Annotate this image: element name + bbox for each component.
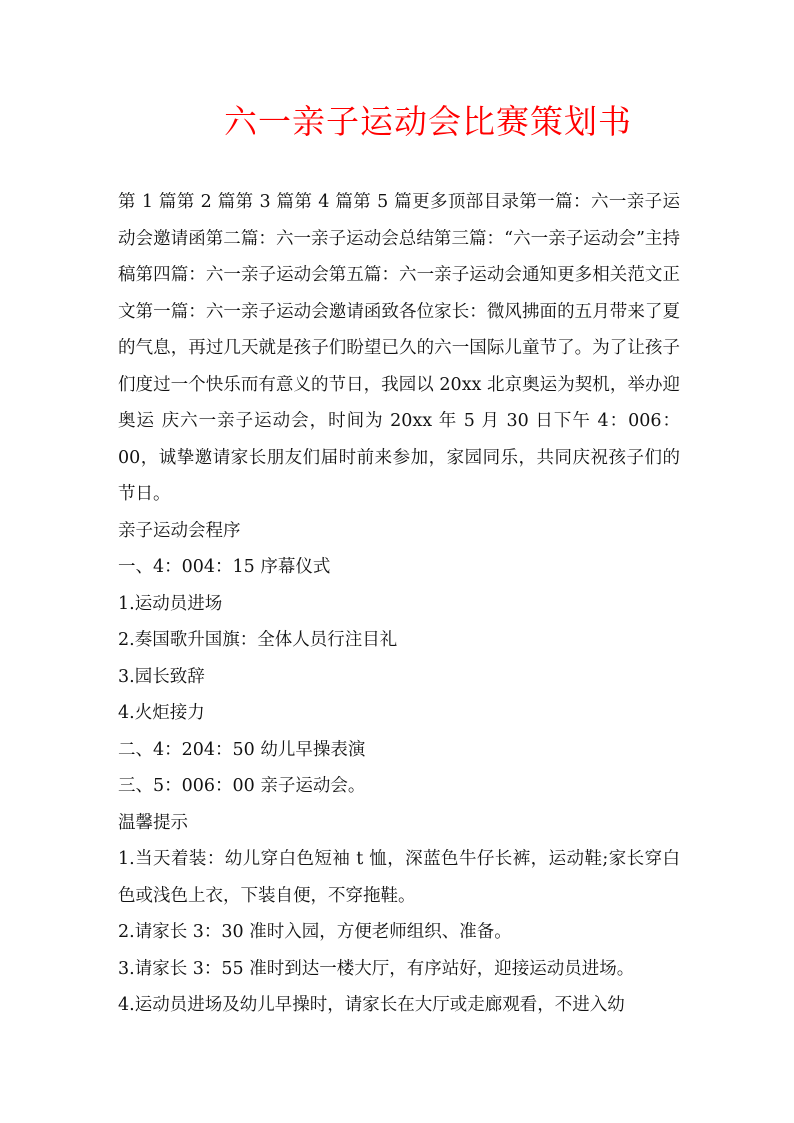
program-item-3: 三、5：006：00 亲子运动会。 xyxy=(118,776,366,796)
section-heading-program: 亲子运动会程序 xyxy=(118,520,241,541)
program-item-1: 一、4：004：15 序幕仪式 xyxy=(118,557,331,577)
tip-item-4: 4.运动员进场及幼儿早操时，请家长在大厅或走廊观看，不进入幼 xyxy=(118,995,625,1015)
document-body xyxy=(118,184,680,1024)
program-subitem-2: 2.奏国歌升国旗：全体人员行注目礼 xyxy=(118,630,398,650)
tip-item-2: 2.请家长 3：30 准时入园，方便老师组织、准备。 xyxy=(118,922,512,942)
program-item-2: 二、4：204：50 幼儿早操表演 xyxy=(118,739,366,760)
program-subitem-1: 1.运动员进场 xyxy=(118,593,223,614)
program-subitem-3: 3.园长致辞 xyxy=(118,666,205,687)
program-subitem-4: 4.火炬接力 xyxy=(118,703,205,723)
tip-item-1: 1.当天着装：幼儿穿白色短袖 t 恤，深蓝色牛仔长裤，运动鞋;家长穿白色或浅色上衣，下装自便，不穿拖鞋。 xyxy=(118,849,680,906)
section-heading-tips: 温馨提示 xyxy=(118,812,188,833)
document-title: 六一亲子运动会比赛策划书 xyxy=(224,102,632,141)
intro-paragraph: 第 1 篇第 2 篇第 3 篇第 4 篇第 5 篇更多顶部目录第一篇：六一亲子运动会邀请函第二篇：六一亲子运动会总结第三篇：“六一亲子运动会”主持稿第四篇：六一亲子运动会第五篇：六一亲子运动会通知更多相关范文正文第一篇：六一亲子运动会邀请函致各位家长：微风拂面的五月带来了夏的气息，再过几天就是孩子们盼望已久的六一国际儿童节了。为了让孩子们度过一个快乐而有意义的节日，我园以 20xx 北京奥运为契机，举办迎奥运 庆六一亲子运动会，时间为 20xx 年 5 月 30 日下午 4：006：00，诚挚邀请家长朋友们届时前来参加，家园同乐，共同庆祝孩子们的节日。 xyxy=(118,192,680,504)
tip-item-3: 3.请家长 3：55 准时到达一楼大厅，有序站好，迎接运动员进场。 xyxy=(118,958,635,979)
